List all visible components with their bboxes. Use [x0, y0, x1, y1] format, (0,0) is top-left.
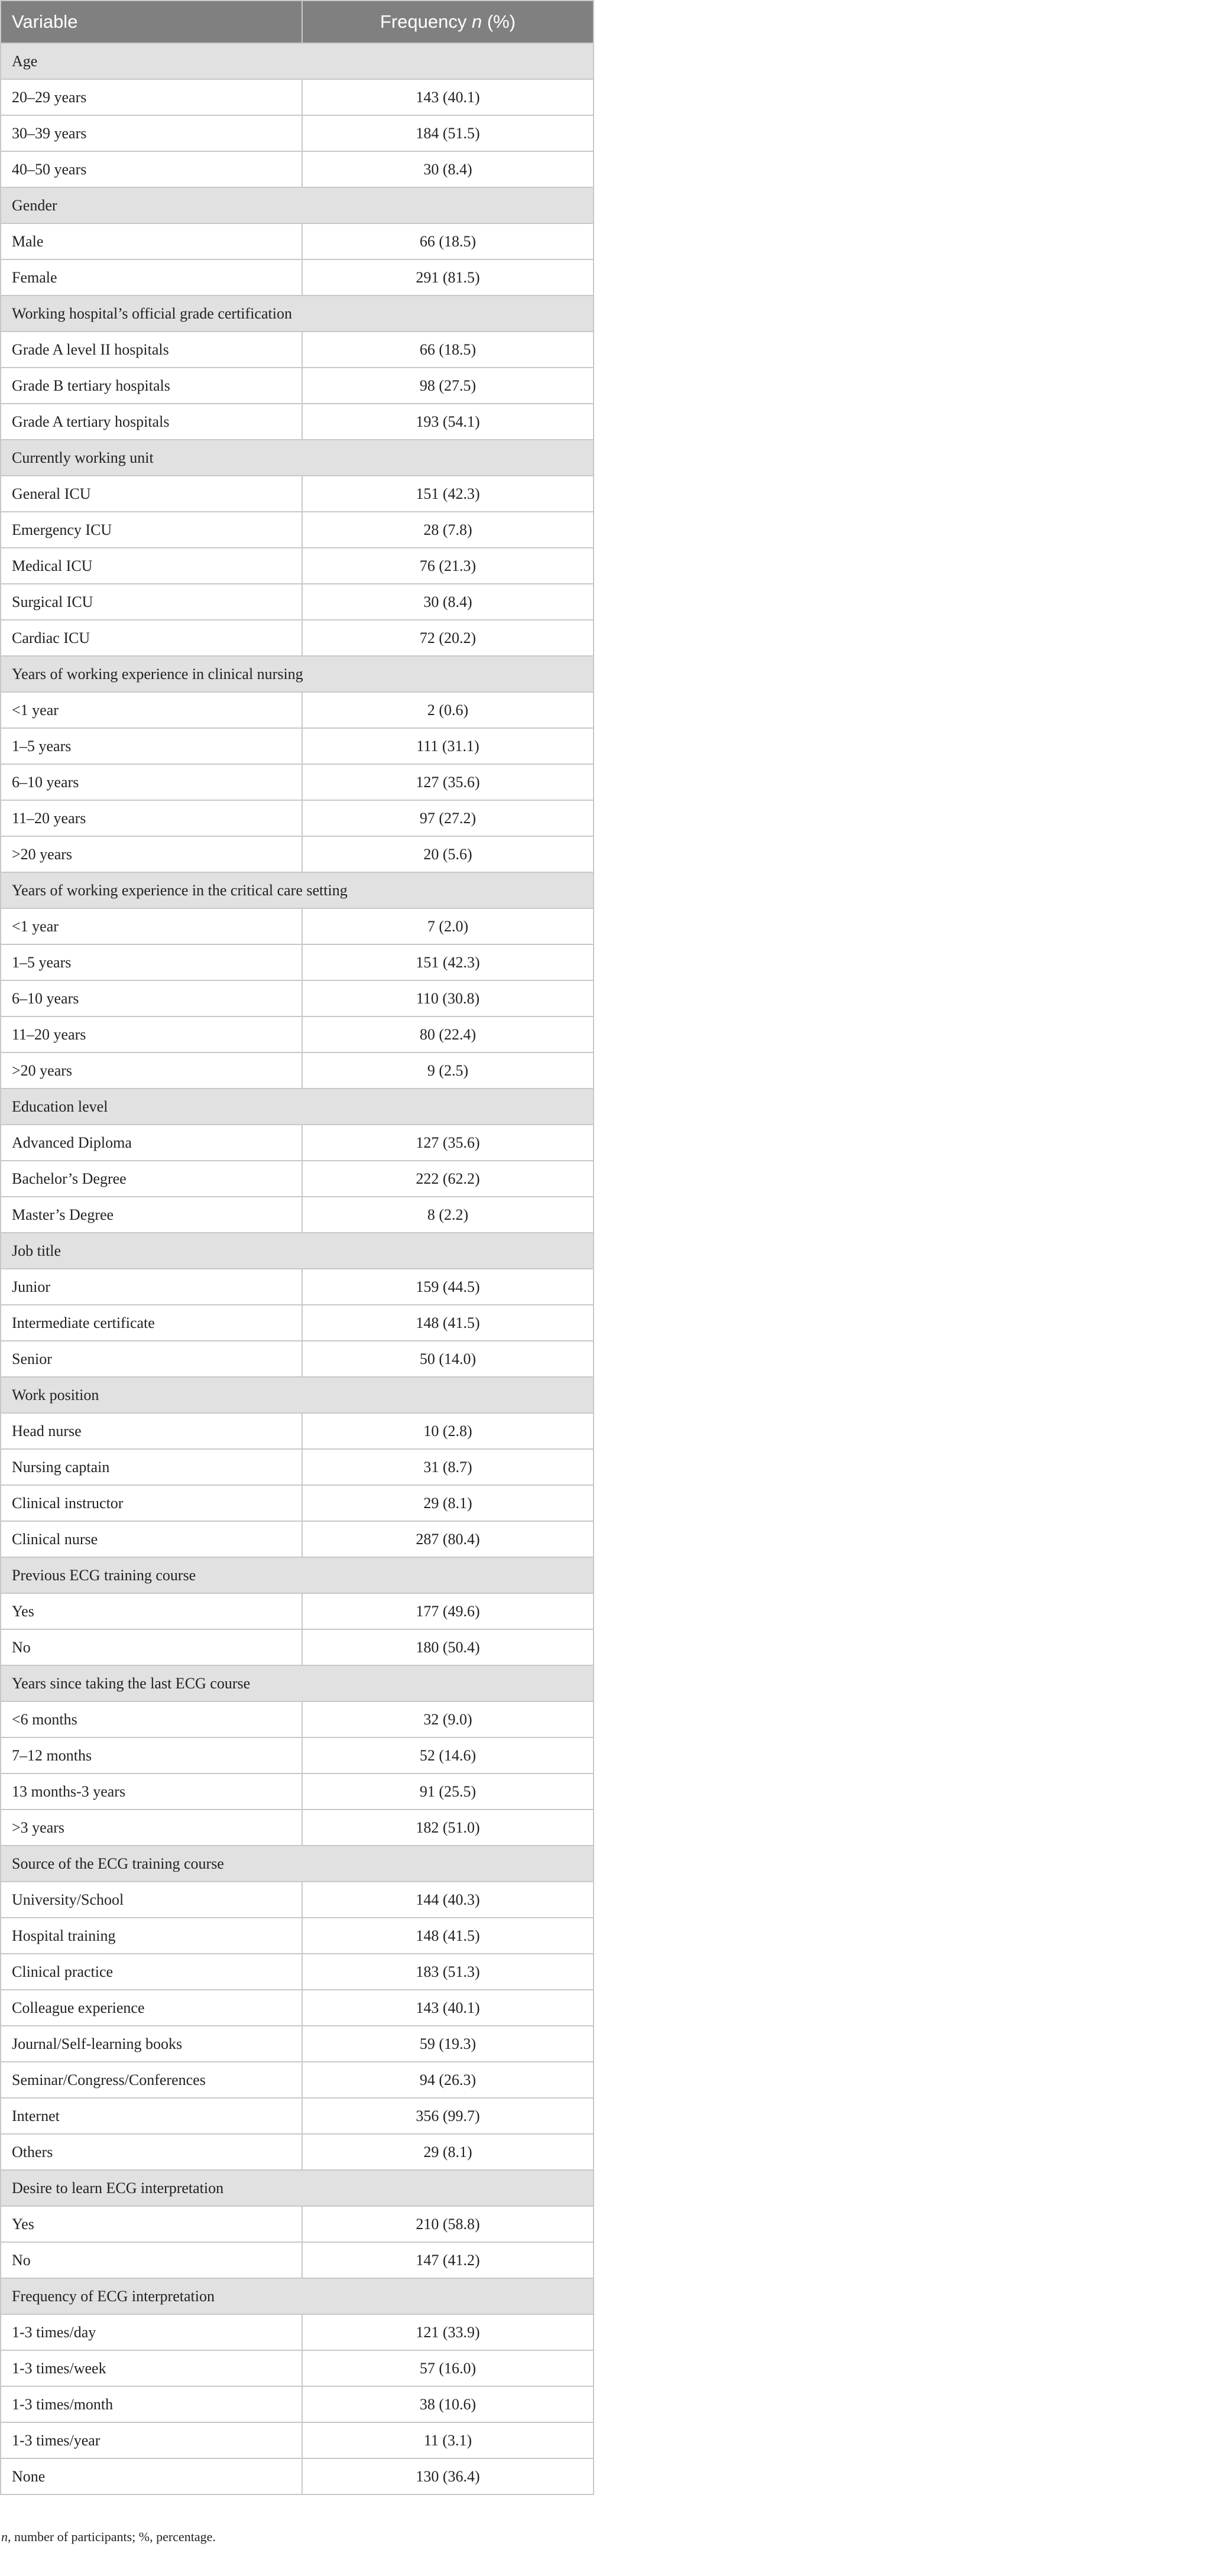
section-header-row — [1, 1233, 594, 1269]
row-label: Clinical instructor — [1, 1485, 302, 1521]
row-label: 1-3 times/month — [1, 2386, 302, 2422]
row-label: 11–20 years — [1, 1016, 302, 1053]
row-label: 30–39 years — [1, 115, 302, 151]
row-frequency-value: 127 (35.6) — [302, 1125, 594, 1161]
table-row — [1, 2314, 594, 2350]
footnote-text: , number of participants; %, percentage. — [8, 2529, 216, 2544]
row-frequency-value: 210 (58.8) — [302, 2206, 594, 2242]
section-title: Source of the ECG training course — [1, 1846, 594, 1882]
row-frequency-value: 177 (49.6) — [302, 1593, 594, 1629]
row-frequency-value: 222 (62.2) — [302, 1161, 594, 1197]
table-row — [1, 2458, 594, 2494]
row-frequency-value: 29 (8.1) — [302, 2134, 594, 2170]
section-header-row — [1, 1377, 594, 1413]
row-label: >20 years — [1, 1053, 302, 1089]
table-row — [1, 1197, 594, 1233]
table-row — [1, 1701, 594, 1737]
section-title: Gender — [1, 187, 594, 223]
row-label: Female — [1, 259, 302, 295]
table-row — [1, 584, 594, 620]
section-header-row — [1, 43, 594, 79]
table-row — [1, 620, 594, 656]
row-frequency-value: 57 (16.0) — [302, 2350, 594, 2386]
row-frequency-value: 2 (0.6) — [302, 692, 594, 728]
row-frequency-value: 30 (8.4) — [302, 151, 594, 187]
section-title: Years since taking the last ECG course — [1, 1665, 594, 1701]
row-label: Yes — [1, 1593, 302, 1629]
table-row — [1, 2134, 594, 2170]
row-label: Clinical practice — [1, 1954, 302, 1990]
table-row — [1, 2062, 594, 2098]
row-frequency-value: 97 (27.2) — [302, 800, 594, 836]
table-row — [1, 1413, 594, 1449]
row-frequency-value: 59 (19.3) — [302, 2026, 594, 2062]
row-label: None — [1, 2458, 302, 2494]
table-row — [1, 728, 594, 764]
section-header-row — [1, 1557, 594, 1593]
row-frequency-value: 182 (51.0) — [302, 1810, 594, 1846]
column-header-frequency-label: Frequency — [380, 11, 472, 32]
table-row — [1, 151, 594, 187]
table-row — [1, 2242, 594, 2278]
demographics-table — [0, 0, 594, 2495]
table-row — [1, 259, 594, 295]
section-title: Working hospital’s official grade certification — [1, 295, 594, 332]
table-row — [1, 1053, 594, 1089]
row-frequency-value: 151 (42.3) — [302, 944, 594, 980]
section-title: Work position — [1, 1377, 594, 1413]
row-frequency-value: 30 (8.4) — [302, 584, 594, 620]
row-frequency-value: 184 (51.5) — [302, 115, 594, 151]
row-label: Grade A level II hospitals — [1, 332, 302, 368]
row-label: Clinical nurse — [1, 1521, 302, 1557]
row-label: 1-3 times/week — [1, 2350, 302, 2386]
row-label: Emergency ICU — [1, 512, 302, 548]
row-label: Medical ICU — [1, 548, 302, 584]
table-row — [1, 2098, 594, 2134]
table-row — [1, 1449, 594, 1485]
row-frequency-value: 147 (41.2) — [302, 2242, 594, 2278]
row-frequency-value: 130 (36.4) — [302, 2458, 594, 2494]
row-frequency-value: 91 (25.5) — [302, 1773, 594, 1810]
row-label: Colleague experience — [1, 1990, 302, 2026]
table-row — [1, 1918, 594, 1954]
row-label: 1-3 times/year — [1, 2422, 302, 2458]
row-label: Bachelor’s Degree — [1, 1161, 302, 1197]
table-row — [1, 404, 594, 440]
table-row — [1, 1016, 594, 1053]
row-label: Master’s Degree — [1, 1197, 302, 1233]
row-frequency-value: 143 (40.1) — [302, 1990, 594, 2026]
row-frequency-value: 76 (21.3) — [302, 548, 594, 584]
row-label: <6 months — [1, 1701, 302, 1737]
section-header-row — [1, 440, 594, 476]
section-title: Frequency of ECG interpretation — [1, 2278, 594, 2314]
row-frequency-value: 143 (40.1) — [302, 79, 594, 115]
table-row — [1, 836, 594, 872]
row-frequency-value: 127 (35.6) — [302, 764, 594, 800]
row-frequency-value: 7 (2.0) — [302, 908, 594, 944]
table-row — [1, 1521, 594, 1557]
table-row — [1, 548, 594, 584]
table-body — [1, 43, 594, 2494]
row-frequency-value: 66 (18.5) — [302, 223, 594, 259]
table-row — [1, 1810, 594, 1846]
row-label: <1 year — [1, 908, 302, 944]
table-row — [1, 2350, 594, 2386]
row-frequency-value: 151 (42.3) — [302, 476, 594, 512]
row-label: 20–29 years — [1, 79, 302, 115]
table-row — [1, 512, 594, 548]
table-row — [1, 115, 594, 151]
section-title: Education level — [1, 1089, 594, 1125]
row-label: 13 months-3 years — [1, 1773, 302, 1810]
row-frequency-value: 31 (8.7) — [302, 1449, 594, 1485]
table-footnote — [0, 2529, 593, 2545]
row-label: Grade A tertiary hospitals — [1, 404, 302, 440]
row-frequency-value: 159 (44.5) — [302, 1269, 594, 1305]
row-label: 6–10 years — [1, 980, 302, 1016]
table-row — [1, 1161, 594, 1197]
row-label: Head nurse — [1, 1413, 302, 1449]
table-row — [1, 980, 594, 1016]
row-label: Journal/Self-learning books — [1, 2026, 302, 2062]
table-row — [1, 368, 594, 404]
table-row — [1, 476, 594, 512]
row-frequency-value: 50 (14.0) — [302, 1341, 594, 1377]
row-frequency-value: 183 (51.3) — [302, 1954, 594, 1990]
table-row — [1, 908, 594, 944]
table-header-row — [1, 1, 594, 43]
section-header-row — [1, 2278, 594, 2314]
section-header-row — [1, 187, 594, 223]
row-label: Yes — [1, 2206, 302, 2242]
section-header-row — [1, 1846, 594, 1882]
row-frequency-value: 356 (99.7) — [302, 2098, 594, 2134]
table-row — [1, 1954, 594, 1990]
row-frequency-value: 80 (22.4) — [302, 1016, 594, 1053]
column-header-frequency — [302, 1, 594, 43]
table-row — [1, 1629, 594, 1665]
row-frequency-value: 121 (33.9) — [302, 2314, 594, 2350]
table-container — [0, 0, 593, 2545]
row-label: 1–5 years — [1, 944, 302, 980]
row-label: Advanced Diploma — [1, 1125, 302, 1161]
table-row — [1, 1341, 594, 1377]
row-frequency-value: 110 (30.8) — [302, 980, 594, 1016]
section-title: Currently working unit — [1, 440, 594, 476]
row-label: General ICU — [1, 476, 302, 512]
row-frequency-value: 52 (14.6) — [302, 1737, 594, 1773]
row-label: Nursing captain — [1, 1449, 302, 1485]
table-row — [1, 1882, 594, 1918]
section-header-row — [1, 1665, 594, 1701]
row-frequency-value: 28 (7.8) — [302, 512, 594, 548]
row-frequency-value: 10 (2.8) — [302, 1413, 594, 1449]
table-row — [1, 79, 594, 115]
row-label: >20 years — [1, 836, 302, 872]
row-frequency-value: 9 (2.5) — [302, 1053, 594, 1089]
section-title: Desire to learn ECG interpretation — [1, 2170, 594, 2206]
section-header-row — [1, 2170, 594, 2206]
row-label: Male — [1, 223, 302, 259]
table-row — [1, 332, 594, 368]
row-frequency-value: 66 (18.5) — [302, 332, 594, 368]
row-frequency-value: 148 (41.5) — [302, 1918, 594, 1954]
table-row — [1, 2206, 594, 2242]
table-row — [1, 1125, 594, 1161]
table-row — [1, 944, 594, 980]
row-frequency-value: 287 (80.4) — [302, 1521, 594, 1557]
column-header-frequency-pct: (%) — [482, 11, 516, 32]
row-label: Grade B tertiary hospitals — [1, 368, 302, 404]
row-label: 11–20 years — [1, 800, 302, 836]
row-label: Others — [1, 2134, 302, 2170]
table-row — [1, 692, 594, 728]
row-frequency-value: 291 (81.5) — [302, 259, 594, 295]
row-label: Seminar/Congress/Conferences — [1, 2062, 302, 2098]
section-header-row — [1, 872, 594, 908]
table-row — [1, 1485, 594, 1521]
row-label: Junior — [1, 1269, 302, 1305]
table-row — [1, 2386, 594, 2422]
row-label: No — [1, 2242, 302, 2278]
row-label: 40–50 years — [1, 151, 302, 187]
row-label: 6–10 years — [1, 764, 302, 800]
row-frequency-value: 20 (5.6) — [302, 836, 594, 872]
section-title: Age — [1, 43, 594, 79]
row-label: No — [1, 1629, 302, 1665]
row-frequency-value: 72 (20.2) — [302, 620, 594, 656]
row-label: University/School — [1, 1882, 302, 1918]
table-row — [1, 800, 594, 836]
row-label: >3 years — [1, 1810, 302, 1846]
row-label: Hospital training — [1, 1918, 302, 1954]
section-title: Job title — [1, 1233, 594, 1269]
section-title: Previous ECG training course — [1, 1557, 594, 1593]
table-row — [1, 2026, 594, 2062]
section-title: Years of working experience in clinical nursing — [1, 656, 594, 692]
row-frequency-value: 29 (8.1) — [302, 1485, 594, 1521]
row-label: 1–5 years — [1, 728, 302, 764]
section-title: Years of working experience in the critical care setting — [1, 872, 594, 908]
table-row — [1, 764, 594, 800]
row-label: <1 year — [1, 692, 302, 728]
table-row — [1, 1990, 594, 2026]
column-header-frequency-n: n — [472, 11, 482, 32]
section-header-row — [1, 295, 594, 332]
row-frequency-value: 111 (31.1) — [302, 728, 594, 764]
row-label: Intermediate certificate — [1, 1305, 302, 1341]
row-frequency-value: 180 (50.4) — [302, 1629, 594, 1665]
row-frequency-value: 8 (2.2) — [302, 1197, 594, 1233]
row-frequency-value: 11 (3.1) — [302, 2422, 594, 2458]
row-label: Internet — [1, 2098, 302, 2134]
row-frequency-value: 144 (40.3) — [302, 1882, 594, 1918]
footnote-n-symbol: n — [1, 2529, 8, 2544]
row-label: Surgical ICU — [1, 584, 302, 620]
row-label: Senior — [1, 1341, 302, 1377]
row-label: 7–12 months — [1, 1737, 302, 1773]
section-header-row — [1, 1089, 594, 1125]
table-row — [1, 1737, 594, 1773]
row-frequency-value: 98 (27.5) — [302, 368, 594, 404]
table-row — [1, 1269, 594, 1305]
table-row — [1, 1593, 594, 1629]
row-frequency-value: 38 (10.6) — [302, 2386, 594, 2422]
row-label: 1-3 times/day — [1, 2314, 302, 2350]
column-header-variable: Variable — [1, 1, 302, 43]
table-row — [1, 223, 594, 259]
row-frequency-value: 32 (9.0) — [302, 1701, 594, 1737]
row-label: Cardiac ICU — [1, 620, 302, 656]
row-frequency-value: 148 (41.5) — [302, 1305, 594, 1341]
row-frequency-value: 193 (54.1) — [302, 404, 594, 440]
table-row — [1, 1305, 594, 1341]
table-row — [1, 1773, 594, 1810]
section-header-row — [1, 656, 594, 692]
row-frequency-value: 94 (26.3) — [302, 2062, 594, 2098]
table-row — [1, 2422, 594, 2458]
